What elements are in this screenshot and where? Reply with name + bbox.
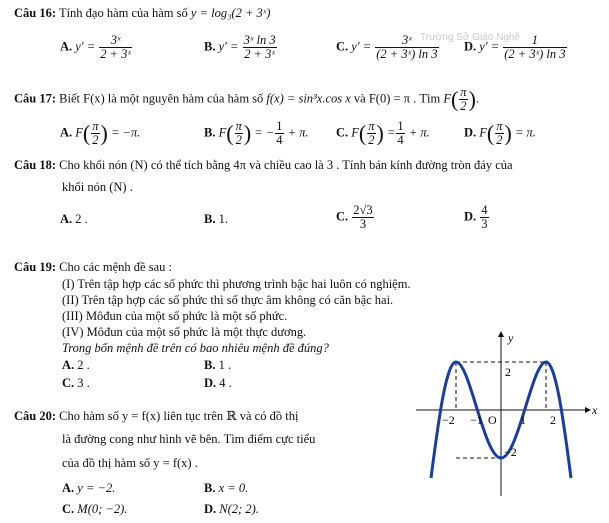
q17-option-a[interactable]: A. F( $\frac{\pi}{2}$ ) = −π. xyxy=(60,119,141,148)
q17-d-two: 2 xyxy=(496,133,503,148)
q17-b-two: 2 xyxy=(235,133,242,148)
q19-item-2: (II) Trên tập hợp các số phức thì số thực âm không có căn bậc hai. xyxy=(62,293,394,307)
q19-b-letter: B. xyxy=(204,358,216,372)
q17-c-two: 2 xyxy=(368,133,375,148)
q19-c-text: 3 . xyxy=(77,376,90,390)
q17-a-pi: π xyxy=(92,119,99,133)
q17-option-c[interactable]: C. F( $\frac{\pi}{2}$ ) = $\frac{1}{4}$ + π. xyxy=(336,119,430,148)
y-min-label: −2 xyxy=(504,445,517,459)
q18-d-den: 3 xyxy=(481,217,488,232)
q17-stem-pi: π xyxy=(460,85,467,99)
q17-d-F: F xyxy=(479,125,487,140)
q17-stem-c: và F(0) = π . Tìm xyxy=(353,91,441,106)
q16-d-fraction xyxy=(503,34,566,61)
q20-d-text: N(2; 2). xyxy=(219,502,259,516)
q16-option-d[interactable] xyxy=(464,34,568,61)
q17-option-d[interactable]: D. F( $\frac{\pi}{2}$ ) = π. xyxy=(464,119,536,148)
q18-option-b[interactable] xyxy=(204,212,228,227)
q17-stem-pi-over-2 xyxy=(459,86,467,113)
q17-b-F: F xyxy=(218,125,227,140)
q18-c-fraction xyxy=(352,204,373,231)
q19-option-d[interactable] xyxy=(204,376,232,391)
q20-d-letter: D. xyxy=(204,502,217,516)
q18-a-text: 2 . xyxy=(75,212,88,226)
q18-d-fraction xyxy=(480,204,488,231)
q17-a-arg xyxy=(91,120,99,147)
q19-item-4: (IV) Môđun của một số phức là một thực dương. xyxy=(62,325,307,339)
q18-c-letter: C. xyxy=(336,209,349,224)
q17-c-F: F xyxy=(351,125,359,140)
q17-b-rhs-post: + π. xyxy=(287,125,309,140)
q17-b-letter: B. xyxy=(204,125,216,140)
q19-item-1: (I) Trên tập hợp các số phức thì phương trình bậc hai luôn có nghiệm. xyxy=(62,277,411,291)
q19-a-text: 2 . xyxy=(77,358,90,372)
y-axis-label: y xyxy=(508,331,514,345)
q17-d-pi: π xyxy=(496,119,503,133)
q16-function: y = log₃(2 + 3ˣ) xyxy=(190,6,271,20)
q16-a-num: 3ˣ xyxy=(99,34,132,48)
q16-b-num: 3ˣ ln 3 xyxy=(243,33,276,47)
q17-stem-F: F xyxy=(443,91,451,106)
q17-b-arg xyxy=(235,120,243,147)
q19-stem: Cho các mệnh đề sau : xyxy=(59,260,172,274)
q18-a-letter: A. xyxy=(60,212,73,226)
q20-stem-line1 xyxy=(14,408,298,424)
q17-b-pi: π xyxy=(235,119,242,133)
q17-c-rhs-post: + π. xyxy=(408,125,430,140)
tick-label-pos2: 2 xyxy=(550,413,556,427)
q19-question: Trong bốn mệnh đề trên có bao nhiêu mệnh đề đúng? xyxy=(62,341,329,355)
q18-stem-line1-text: Cho khối nón (N) có thể tích bằng 4π và chiều cao là 3 . Tính bán kính đường tròn đáy của xyxy=(59,158,513,172)
q17-option-b[interactable]: B. F( $\frac{\pi}{2}$ ) = − $\frac{1}{4}$ + π. xyxy=(204,119,309,148)
q17-a-F: F xyxy=(75,125,83,140)
q20-stem-line1-text: Cho hàm số y = f(x) liên tục trên ℝ và có đồ thị xyxy=(59,409,299,423)
q17-c-quarter xyxy=(396,120,404,147)
q16-a-fraction xyxy=(99,34,132,61)
q17-stem-two: 2 xyxy=(460,99,467,114)
q16-a-letter: A. xyxy=(60,39,73,54)
q19-stem-line xyxy=(14,260,172,275)
q19-c-letter: C. xyxy=(62,376,75,390)
q18-b-text: 1. xyxy=(218,212,228,226)
q20-c-text: M(0; −2). xyxy=(77,502,128,516)
q17-c-pi: π xyxy=(368,119,375,133)
y-max-label: 2 xyxy=(505,365,511,379)
q19-option-b[interactable] xyxy=(204,358,231,373)
q19-option-a[interactable] xyxy=(62,358,90,373)
q18-c-num: 2√3 xyxy=(353,203,373,217)
q17-b-quarter xyxy=(275,120,283,147)
q18-d-letter: D. xyxy=(464,209,477,224)
q16-a-den: 2 + 3ˣ xyxy=(100,47,131,62)
q17-a-rhs: = −π. xyxy=(110,125,141,140)
q18-stem-line1 xyxy=(14,158,513,173)
q20-a-text: y = −2. xyxy=(77,481,116,495)
watermark: Trường Sở Giáo Nghệ xyxy=(420,32,521,43)
q20-a-letter: A. xyxy=(62,481,75,495)
q20-b-letter: B. xyxy=(204,481,216,495)
q20-option-a[interactable] xyxy=(62,481,115,496)
q17-c-four: 4 xyxy=(397,133,404,148)
q17-b-rhs-pre: = − xyxy=(254,125,275,140)
q16-stem-line xyxy=(14,6,270,21)
q17-stem-func: f(x) = sin³x.cos x xyxy=(266,91,351,106)
q17-d-arg xyxy=(495,120,503,147)
q20-stem-line2: là đường cong như hình vẽ bên. Tìm điểm cực tiểu xyxy=(62,432,316,446)
q20-stem-line3: của đồ thị hàm số y = f(x) . xyxy=(62,456,198,470)
q17-d-rhs: = π. xyxy=(514,125,536,140)
q16-stem: Tính đạo hàm của hàm số xyxy=(58,6,188,20)
q19-label: Câu 19: xyxy=(14,260,57,274)
q17-c-one: 1 xyxy=(397,119,404,133)
q20-option-b[interactable] xyxy=(204,481,248,496)
tick-label-neg1: −1 xyxy=(470,413,483,427)
q18-b-letter: B. xyxy=(204,212,216,226)
q17-a-two: 2 xyxy=(92,133,99,148)
q18-stem-line2: khối nón (N) . xyxy=(62,180,133,194)
q16-b-letter: B. xyxy=(204,39,216,54)
q18-option-d[interactable] xyxy=(464,204,490,231)
q16-c-letter: C. xyxy=(336,39,349,54)
x-axis-label: x xyxy=(592,403,598,417)
q16-option-b[interactable] xyxy=(204,34,278,61)
q19-option-c[interactable] xyxy=(62,376,90,391)
q16-b-fraction xyxy=(243,34,277,61)
q17-b-four: 4 xyxy=(276,133,283,148)
q17-stem-line: Câu 17: Biết F(x) là một nguyên hàm của hàm số f(x) = sin³x.cos x và F(0) = π . Tìm F( $\frac{\pi}{2}$ ). xyxy=(14,85,480,114)
q16-d-num: 1 xyxy=(503,34,566,48)
q16-c-den: (2 + 3ˣ) ln 3 xyxy=(376,47,438,62)
origin-label: O xyxy=(488,413,497,427)
q17-c-letter: C. xyxy=(336,125,349,140)
q16-a-pre: y′ = xyxy=(75,39,96,54)
q17-b-one: 1 xyxy=(276,119,283,133)
q16-b-den: 2 + 3ˣ xyxy=(244,47,275,62)
q17-c-rhs-pre: = xyxy=(386,125,396,140)
q20-c-letter: C. xyxy=(62,502,75,516)
q19-item-3: (III) Môđun của một số phức là một số phức. xyxy=(62,309,288,323)
q17-c-arg xyxy=(367,120,375,147)
q20-label: Câu 20: xyxy=(14,409,57,423)
q18-label: Câu 18: xyxy=(14,158,57,172)
q20-option-c[interactable] xyxy=(62,502,127,517)
function-graph xyxy=(412,328,609,500)
q18-option-c[interactable] xyxy=(336,204,375,231)
q16-option-a[interactable] xyxy=(60,34,133,61)
q17-stem-dot: . xyxy=(475,91,480,106)
q17-a-letter: A. xyxy=(60,125,73,140)
q17-d-letter: D. xyxy=(464,125,477,140)
q20-b-text: x = 0. xyxy=(218,481,249,495)
q18-option-a[interactable] xyxy=(60,212,88,227)
q19-b-text: 1 . xyxy=(218,358,232,372)
q19-a-letter: A. xyxy=(62,358,75,372)
q16-d-letter: D. xyxy=(464,39,477,54)
q18-c-den: 3 xyxy=(359,217,367,232)
tick-label-pos1: 1 xyxy=(520,413,526,427)
q18-d-num: 4 xyxy=(481,203,488,217)
q17-label: Câu 17: xyxy=(14,91,57,106)
q16-d-den: (2 + 3ˣ) ln 3 xyxy=(504,47,566,62)
q19-d-letter: D. xyxy=(204,376,217,390)
q17-stem-a: Biết F(x) là một nguyên hàm của hàm số xyxy=(59,91,264,106)
q16-label: Câu 16: xyxy=(14,6,57,20)
q16-b-pre: y′ = xyxy=(218,39,239,54)
tick-label-neg2: −2 xyxy=(442,413,455,427)
q16-c-num: 3ˣ xyxy=(375,34,438,48)
q19-d-text: 4 . xyxy=(219,376,232,390)
q16-d-pre: y′ = xyxy=(479,39,500,54)
q20-option-d[interactable] xyxy=(204,502,259,517)
q16-c-pre: y′ = xyxy=(351,39,372,54)
